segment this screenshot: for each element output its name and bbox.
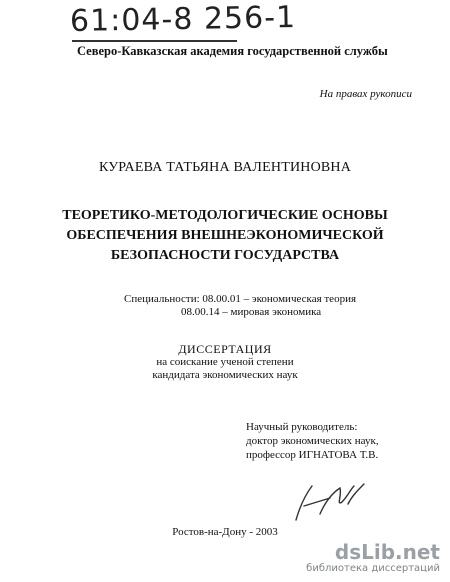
archive-stamp: 61:04-8 256-1 [69, 0, 297, 39]
degree-line: на соискание ученой степени [156, 356, 294, 368]
dissertation-label: ДИССЕРТАЦИЯ [178, 342, 272, 356]
academy-name: Северо-Кавказская академия государственной службы [77, 44, 388, 58]
dissertation-block [0, 343, 450, 382]
handwritten-signature [290, 476, 370, 526]
dissertation-title [0, 206, 450, 266]
title-line: ТЕОРЕТИКО-МЕТОДОЛОГИЧЕСКИЕ ОСНОВЫ [62, 208, 388, 223]
specialty-line: 08.00.14 – мировая экономика [181, 306, 322, 318]
supervisor-name: профессор ИГНАТОВА Т.В. [246, 449, 379, 461]
specialty-line: Специальности: 08.00.01 – экономическая теория [124, 293, 357, 305]
title-line: ОБЕСПЕЧЕНИЯ ВНЕШНЕЭКОНОМИЧЕСКОЙ [66, 228, 384, 243]
specialty-block [124, 293, 356, 319]
watermark [306, 542, 440, 574]
supervisor-degree: доктор экономических наук, [246, 435, 379, 447]
title-line: БЕЗОПАСНОСТИ ГОСУДАРСТВА [110, 248, 340, 263]
rights-note: На правах рукописи [319, 88, 412, 100]
supervisor-label: Научный руководитель: [246, 421, 358, 433]
watermark-logo: dsLib.net [334, 540, 440, 564]
author-name: КУРАЕВА ТАТЬЯНА ВАЛЕНТИНОВНА [98, 160, 352, 175]
supervisor-block [246, 420, 379, 462]
stamp-underline [72, 40, 237, 42]
degree-line: кандидата экономических наук [152, 369, 298, 381]
city-year: Ростов-на-Дону - 2003 [172, 526, 278, 538]
watermark-subtitle: библиотека диссертаций [306, 563, 440, 574]
